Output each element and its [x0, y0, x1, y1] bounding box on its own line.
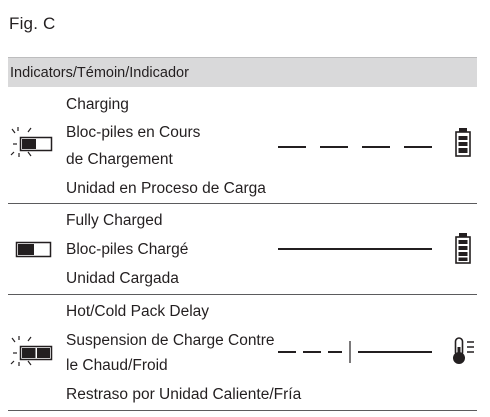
row-text-line: Suspension de Charge Contre [66, 332, 275, 349]
table-row-charging [8, 87, 477, 204]
battery-charging-icon [454, 87, 474, 204]
row-text-line: de Chargement [66, 151, 173, 168]
row-text-line: Fully Charged [66, 212, 163, 229]
row-text-line: Bloc-piles Chargé [66, 241, 189, 258]
row-text-line: Restraso por Unidad Caliente/Fría [66, 386, 302, 403]
row-text-line: Charging [66, 96, 129, 113]
row-text-line: le Chaud/Froid [66, 357, 168, 374]
solid-line-pattern-icon [278, 204, 438, 295]
led-charged-solid-icon [8, 204, 66, 295]
battery-full-icon [454, 204, 474, 295]
led-charging-blink-icon [8, 87, 66, 204]
figure-title: Fig. C [9, 14, 56, 33]
dashed-then-solid-pattern-icon [278, 295, 438, 411]
row-text-line: Unidad Cargada [66, 270, 179, 287]
thermometer-icon [452, 295, 482, 411]
table-row-fully-charged [8, 204, 477, 295]
row-text-line: Unidad en Proceso de Carga [66, 180, 266, 197]
led-hot-cold-blink-icon [8, 295, 66, 411]
dashed-pattern-icon [278, 87, 438, 204]
indicator-table [8, 57, 477, 411]
row-text-line: Hot/Cold Pack Delay [66, 303, 210, 320]
table-header: Indicators/Témoin/Indicador [8, 57, 477, 87]
row-text-line: Bloc-piles en Cours [66, 124, 201, 141]
table-row-hot-cold-delay [8, 295, 477, 411]
